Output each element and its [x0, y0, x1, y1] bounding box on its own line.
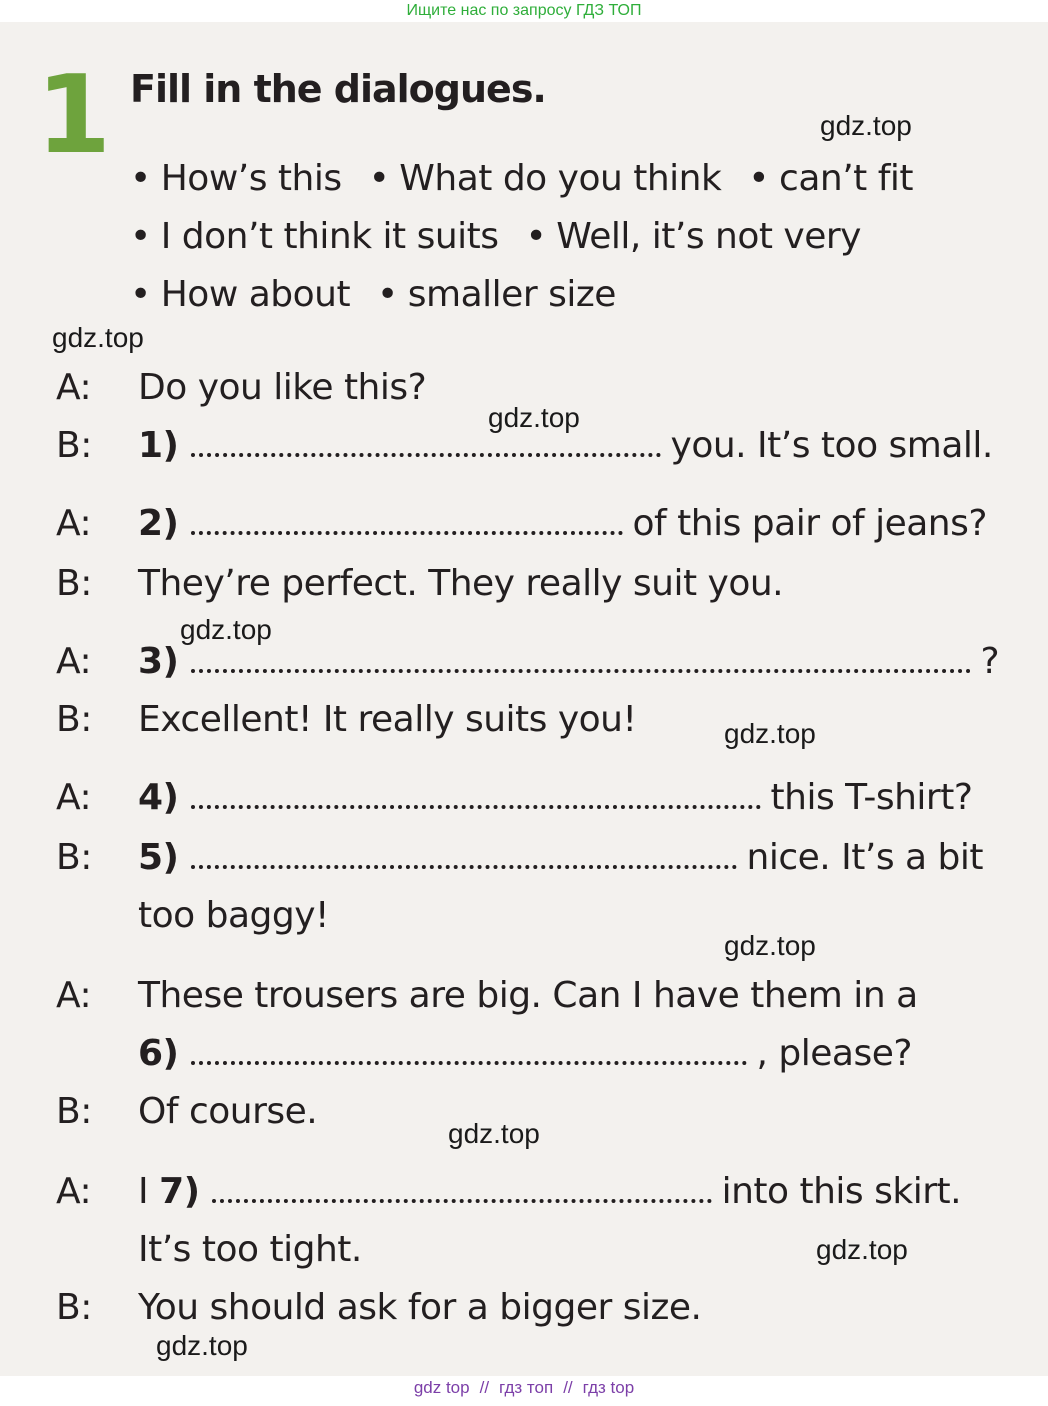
bottom-banner-separator: // [479, 1378, 490, 1397]
line-text: These trousers are big. Can I have them in a [138, 975, 918, 1016]
speaker-label: B: [56, 1091, 92, 1132]
dialogue-line-4 [56, 560, 1016, 608]
watermark: gdz.top [724, 718, 816, 749]
word-row-3 [130, 272, 632, 318]
speaker-label: A: [56, 367, 92, 408]
speaker-label: B: [56, 837, 92, 878]
bullet-icon: • [525, 216, 547, 257]
dialogue-line-3 [56, 500, 1016, 548]
dialogue-line-7 [56, 774, 1016, 822]
watermark: gdz.top [488, 402, 580, 433]
exercise-number: 1 [36, 53, 108, 178]
gap-number: 2) [138, 503, 179, 544]
watermark: gdz.top [52, 322, 144, 353]
line-text [138, 500, 987, 548]
line-text-before: I [138, 1171, 149, 1212]
speaker-label: B: [56, 425, 92, 466]
line-text: Of course. [138, 1091, 318, 1132]
word-item: How about [160, 274, 351, 315]
speaker-label: B: [56, 563, 92, 604]
dialogue-line-8 [56, 834, 1016, 882]
top-banner: Ищите нас по запросу ГДЗ ТОП [0, 0, 1048, 22]
bottom-banner-text: гдз топ [499, 1378, 554, 1397]
word-item: Well, it’s not very [556, 216, 861, 257]
line-text: They’re perfect. They really suit you. [138, 563, 784, 604]
line-text: You should ask for a bigger size. [138, 1287, 702, 1328]
answer-blank[interactable] [191, 639, 971, 673]
speaker-label: A: [56, 1171, 92, 1212]
word-row-2 [130, 214, 877, 260]
watermark: gdz.top [180, 614, 272, 645]
gap-number: 5) [138, 837, 179, 878]
answer-blank[interactable] [191, 835, 737, 869]
speaker-label: B: [56, 1287, 92, 1328]
bottom-banner [0, 1376, 1048, 1406]
answer-blank[interactable] [191, 501, 623, 535]
line-text: too baggy! [138, 895, 329, 936]
dialogue-line-13 [56, 1168, 1016, 1216]
line-text-after: this T-shirt? [770, 777, 973, 818]
word-item: can’t fit [779, 158, 913, 199]
watermark: gdz.top [448, 1118, 540, 1149]
line-text [138, 1030, 912, 1078]
dialogue-line-6 [56, 696, 1016, 744]
watermark: gdz.top [724, 930, 816, 961]
dialogue-line-15 [56, 1284, 1016, 1332]
bullet-icon: • [748, 158, 770, 199]
gap-number: 6) [138, 1033, 179, 1074]
bottom-banner-text: гдз top [582, 1378, 635, 1397]
exercise-title: Fill in the dialogues. [130, 67, 546, 111]
answer-blank[interactable] [212, 1169, 712, 1203]
answer-blank[interactable] [191, 775, 761, 809]
line-text: Excellent! It really suits you! [138, 699, 637, 740]
dialogue-line-9 [56, 892, 1016, 940]
watermark: gdz.top [820, 110, 912, 141]
line-text-after: ? [980, 641, 1000, 682]
speaker-label: A: [56, 503, 92, 544]
word-item: I don’t think it suits [160, 216, 499, 257]
speaker-label: A: [56, 777, 92, 818]
gap-number: 4) [138, 777, 179, 818]
watermark: gdz.top [156, 1330, 248, 1361]
line-text [138, 774, 972, 822]
line-text [138, 1168, 961, 1216]
word-row-1 [130, 156, 929, 202]
gap-number: 3) [138, 641, 179, 682]
dialogue-line-10 [56, 972, 1016, 1020]
word-item: What do you think [399, 158, 722, 199]
line-text-after: nice. It’s a bit [746, 837, 984, 878]
word-item: How’s this [160, 158, 342, 199]
dialogue-line-11 [56, 1030, 1016, 1078]
speaker-label: B: [56, 699, 92, 740]
speaker-label: A: [56, 975, 92, 1016]
speaker-label: A: [56, 641, 92, 682]
line-text: It’s too tight. [138, 1229, 362, 1270]
watermark: gdz.top [816, 1234, 908, 1265]
answer-blank[interactable] [191, 423, 661, 457]
bottom-banner-text: gdz top [413, 1378, 470, 1397]
gap-number: 1) [138, 425, 179, 466]
answer-blank[interactable] [191, 1031, 747, 1065]
bullet-icon: • [130, 158, 151, 199]
bullet-icon: • [130, 216, 151, 257]
line-text-after: into this skirt. [721, 1171, 962, 1212]
bullet-icon: • [377, 274, 398, 315]
line-text-after: you. It’s too small. [670, 425, 993, 466]
line-text [138, 834, 983, 882]
line-text: Do you like this? [138, 367, 427, 408]
bullet-icon: • [130, 274, 151, 315]
bullet-icon: • [368, 158, 390, 199]
bottom-banner-separator: // [563, 1378, 573, 1397]
line-text-after: , please? [756, 1033, 912, 1074]
word-item: smaller size [407, 274, 616, 315]
line-text-after: of this pair of jeans? [632, 503, 987, 544]
gap-number: 7) [159, 1171, 200, 1212]
